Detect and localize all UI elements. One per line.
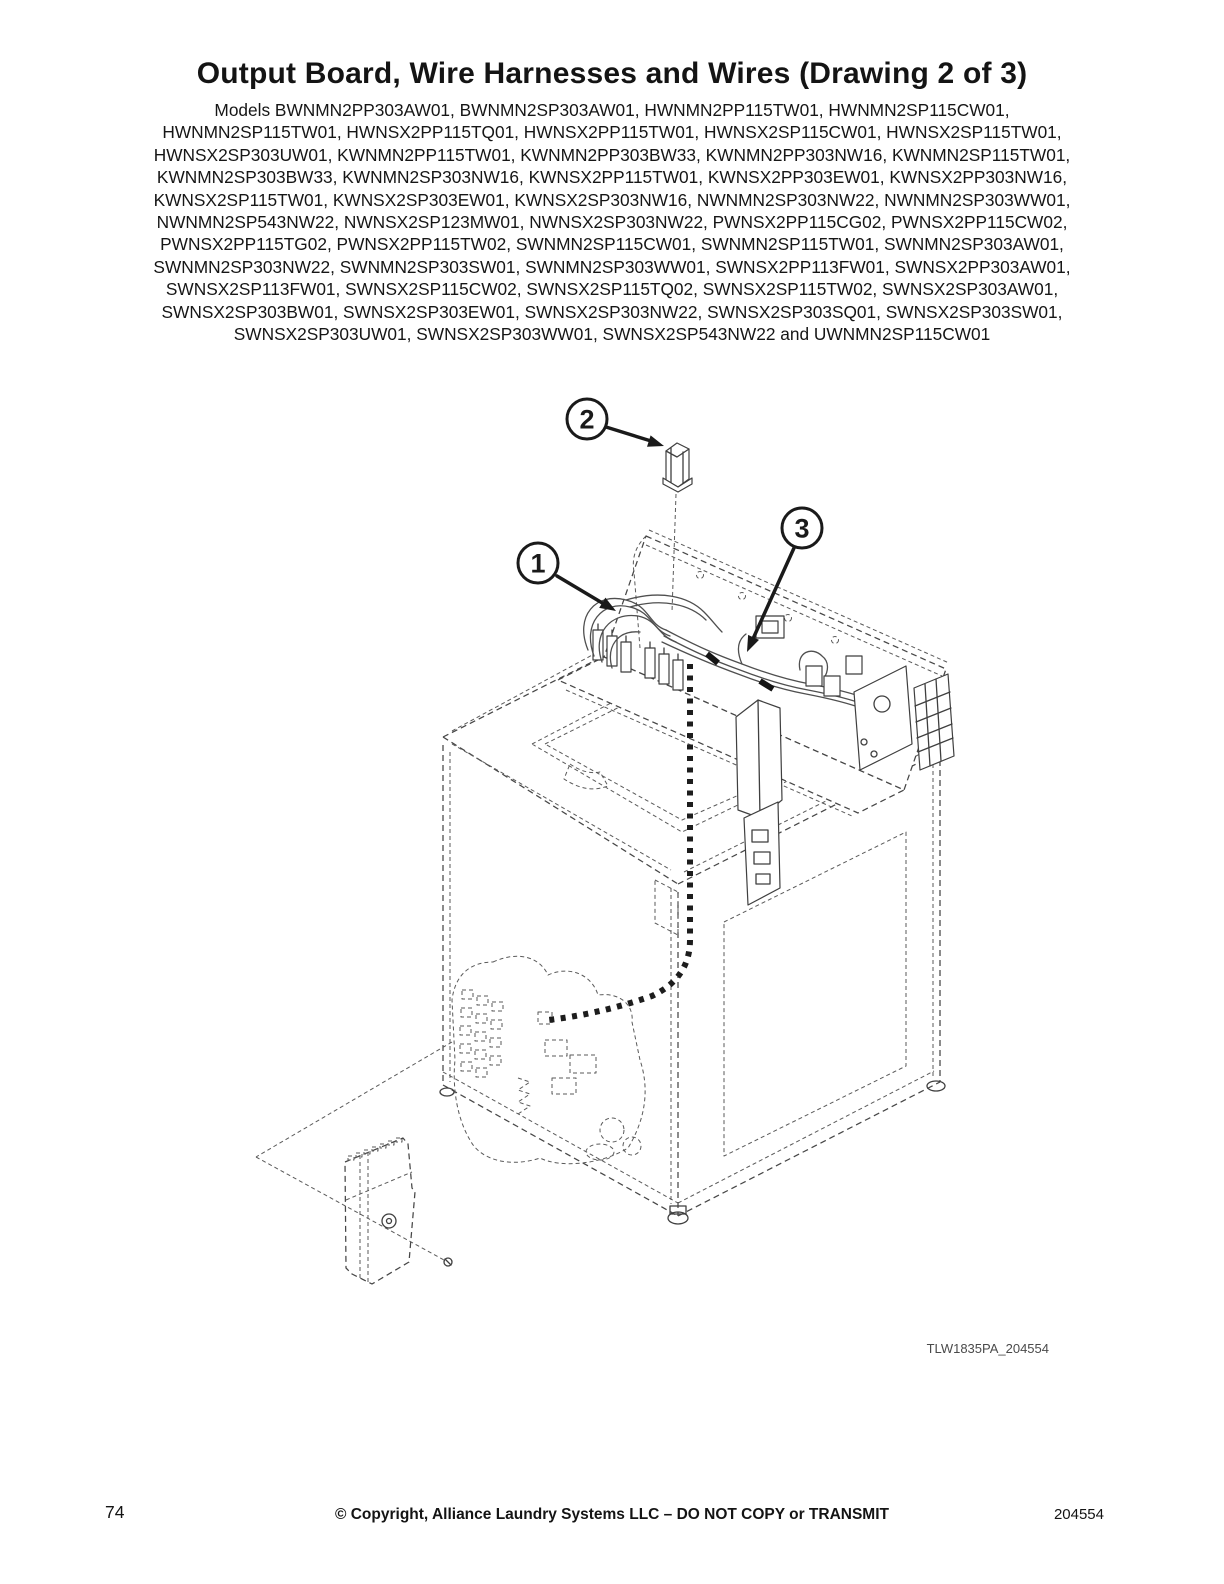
model-list-line: PWNSX2PP115TG02, PWNSX2PP115TW02, SWNMN2SP115CW01, SWNMN2SP115TW01, SWNMN2SP303AW01, — [160, 234, 1064, 255]
projection-line — [256, 1157, 444, 1260]
callout-3-number: 3 — [794, 513, 810, 544]
callout-1-number: 1 — [530, 548, 546, 579]
leveling-foot-left — [440, 1088, 454, 1096]
callout-1 — [518, 543, 616, 611]
model-list-line: KWNMN2SP303BW33, KWNMN2SP303NW16, KWNSX2PP115TW01, KWNSX2PP303EW01, KWNSX2PP303NW16, — [156, 167, 1068, 188]
output-board-pcb — [460, 990, 503, 1077]
page-title: Output Board, Wire Harnesses and Wires (Drawing 2 of 3) — [196, 57, 1028, 90]
model-list-line: HWNSX2SP303UW01, KWNMN2PP115TW01, KWNMN2PP303BW33, KWNMN2PP303NW16, KWNMN2SP115TW01, — [153, 144, 1071, 165]
model-list-line: NWNMN2SP543NW22, NWNSX2SP123MW01, NWNSX2SP303NW22, PWNSX2PP115CG02, PWNSX2PP115CW02, — [156, 212, 1068, 233]
page-number: 74 — [105, 1502, 125, 1522]
model-list-line: SWNMN2SP303NW22, SWNMN2SP303SW01, SWNMN2SP303WW01, SWNSX2PP113FW01, SWNSX2PP303AW01, — [153, 256, 1071, 277]
callout-2-number: 2 — [579, 404, 595, 435]
callout-2 — [567, 399, 664, 447]
model-list-line: SWNSX2SP303BW01, SWNSX2SP303EW01, SWNSX2SP303NW22, SWNSX2SP303SQ01, SWNSX2SP303SW01, — [161, 301, 1063, 322]
dispenser-tower — [736, 700, 782, 905]
leveling-foot-right — [927, 1081, 945, 1091]
model-list-line: SWNSX2SP113FW01, SWNSX2SP115CW02, SWNSX2SP115TQ02, SWNSX2SP115TW02, SWNSX2SP303AW01, — [165, 279, 1059, 300]
spring — [518, 1078, 530, 1114]
mounting-bracket — [256, 1042, 452, 1284]
model-list-line: KWNSX2SP115TW01, KWNSX2SP303EW01, KWNSX2SP303NW16, NWNMN2SP303NW22, NWNMN2SP303WW01, — [153, 189, 1071, 210]
figure-code: TLW1835PA_204554 — [926, 1341, 1049, 1356]
document-number: 204554 — [1053, 1506, 1104, 1523]
output-board-hidden — [452, 956, 645, 1163]
model-list-line: Models BWNMN2PP303AW01, BWNMN2SP303AW01, HWNMN2PP115TW01, HWNMN2SP115CW01, — [214, 100, 1010, 120]
model-list-line: SWNSX2SP303UW01, SWNSX2SP303WW01, SWNSX2SP543NW22 and UWNMN2SP115CW01 — [233, 324, 991, 345]
model-list-line: HWNMN2SP115TW01, HWNSX2PP115TQ01, HWNSX2PP115TW01, HWNSX2SP115CW01, HWNSX2SP115TW01, — [162, 122, 1062, 143]
screw — [444, 1258, 452, 1266]
copyright-notice: © Copyright, Alliance Laundry Systems LLC – DO NOT COPY or TRANSMIT — [335, 1506, 889, 1523]
projection-line — [256, 1042, 452, 1157]
